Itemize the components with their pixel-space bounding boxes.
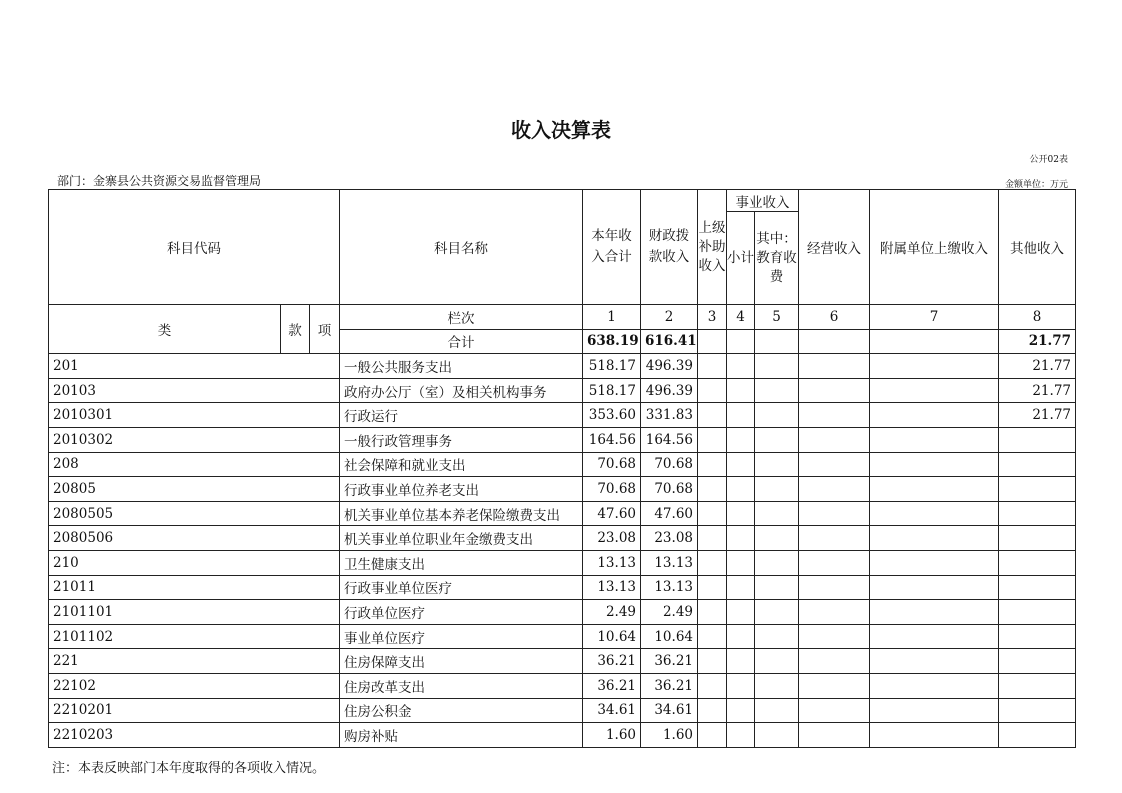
row-code: 221 [49,649,340,674]
total-col5 [755,329,799,354]
row-col3 [698,452,727,477]
row-code: 20103 [49,378,340,403]
row-col1: 70.68 [583,452,641,477]
row-code: 208 [49,452,340,477]
row-col5 [755,550,799,575]
row-col6 [799,723,870,748]
row-col3 [698,378,727,403]
table-row [49,575,1076,600]
row-col4 [727,378,755,403]
table-row [49,378,1076,403]
row-name: 事业单位医疗 [340,624,583,649]
row-col5 [755,427,799,452]
table-row [49,403,1076,428]
row-col5 [755,501,799,526]
row-col4 [727,600,755,625]
row-col7 [870,378,999,403]
row-col2: 331.83 [641,403,698,428]
col-number-6: 6 [799,305,870,330]
row-col8 [999,673,1076,698]
row-col6 [799,452,870,477]
row-col6 [799,550,870,575]
row-col4 [727,452,755,477]
row-col7 [870,649,999,674]
row-col4 [727,403,755,428]
row-col7 [870,501,999,526]
row-col7 [870,526,999,551]
total-col6 [799,329,870,354]
row-col7 [870,600,999,625]
row-col4 [727,575,755,600]
table-row [49,501,1076,526]
row-col8: 21.77 [999,378,1076,403]
row-name: 住房保障支出 [340,649,583,674]
row-col6 [799,427,870,452]
row-col4 [727,354,755,379]
row-code: 2101102 [49,624,340,649]
row-col5 [755,354,799,379]
row-name: 购房补贴 [340,723,583,748]
row-col8 [999,526,1076,551]
row-col2: 34.61 [641,698,698,723]
row-col8: 21.77 [999,403,1076,428]
header-col6: 经营收入 [799,190,870,305]
row-col2: 70.68 [641,452,698,477]
row-col8 [999,501,1076,526]
row-col2: 1.60 [641,723,698,748]
row-col1: 1.60 [583,723,641,748]
row-col5 [755,698,799,723]
table-row [49,550,1076,575]
table-row [49,354,1076,379]
row-col3 [698,600,727,625]
col-number-7: 7 [870,305,999,330]
row-col3 [698,354,727,379]
row-col1: 518.17 [583,354,641,379]
row-col6 [799,600,870,625]
row-col8 [999,698,1076,723]
row-col3 [698,477,727,502]
row-col3 [698,649,727,674]
row-col5 [755,723,799,748]
row-col5 [755,452,799,477]
row-col4 [727,624,755,649]
row-name: 行政事业单位医疗 [340,575,583,600]
row-col3 [698,501,727,526]
header-col8: 其他收入 [999,190,1076,305]
row-col8 [999,649,1076,674]
row-col3 [698,698,727,723]
footnote: 注：本表反映部门本年度取得的各项收入情况。 [52,761,326,776]
row-name: 机关事业单位职业年金缴费支出 [340,526,583,551]
col-number-1: 1 [583,305,641,330]
row-col3 [698,575,727,600]
row-col7 [870,673,999,698]
row-col5 [755,649,799,674]
form-number: 公开02表 [1029,155,1068,165]
header-xiang: 项 [310,305,340,354]
row-col5 [755,575,799,600]
row-col6 [799,698,870,723]
row-col4 [727,673,755,698]
row-code: 2010302 [49,427,340,452]
col-number-2: 2 [641,305,698,330]
total-col2: 616.41 [641,329,698,354]
row-col5 [755,600,799,625]
table-row [49,526,1076,551]
row-col7 [870,575,999,600]
col-number-3: 3 [698,305,727,330]
row-col1: 2.49 [583,600,641,625]
row-col2: 36.21 [641,673,698,698]
row-name: 机关事业单位基本养老保险缴费支出 [340,501,583,526]
row-col1: 70.68 [583,477,641,502]
header-code: 科目代码 [49,190,340,305]
row-col2: 47.60 [641,501,698,526]
row-col1: 36.21 [583,649,641,674]
row-col8 [999,723,1076,748]
row-col8 [999,575,1076,600]
row-name: 政府办公厅（室）及相关机构事务 [340,378,583,403]
row-col1: 10.64 [583,624,641,649]
table-row [49,624,1076,649]
row-col1: 13.13 [583,575,641,600]
row-code: 20805 [49,477,340,502]
row-col1: 36.21 [583,673,641,698]
table-row [49,649,1076,674]
department-label: 部门：金寨县公共资源交易监督管理局 [57,174,262,188]
row-col2: 13.13 [641,575,698,600]
row-col6 [799,526,870,551]
row-name: 行政事业单位养老支出 [340,477,583,502]
row-col1: 13.13 [583,550,641,575]
row-col4 [727,723,755,748]
unit-label: 金额单位：万元 [1004,180,1068,190]
row-col1: 47.60 [583,501,641,526]
row-code: 201 [49,354,340,379]
row-col2: 70.68 [641,477,698,502]
row-col6 [799,624,870,649]
header-row-1 [49,190,1076,212]
row-name: 卫生健康支出 [340,550,583,575]
row-name: 行政运行 [340,403,583,428]
row-col1: 23.08 [583,526,641,551]
row-col3 [698,526,727,551]
header-lei: 类 [49,305,281,354]
row-code: 2010301 [49,403,340,428]
header-col3: 上级补助收入 [698,190,727,305]
row-col4 [727,501,755,526]
row-col7 [870,550,999,575]
row-col5 [755,477,799,502]
row-name: 一般行政管理事务 [340,427,583,452]
row-col3 [698,624,727,649]
header-name: 科目名称 [340,190,583,305]
row-col7 [870,452,999,477]
row-col6 [799,649,870,674]
row-col4 [727,526,755,551]
header-col5: 其中：教育收费 [755,212,799,305]
row-col8 [999,452,1076,477]
row-code: 2210201 [49,698,340,723]
row-code: 22102 [49,673,340,698]
row-col4 [727,698,755,723]
row-col8 [999,600,1076,625]
row-col2: 36.21 [641,649,698,674]
row-col3 [698,673,727,698]
row-code: 2210203 [49,723,340,748]
table-row [49,427,1076,452]
row-col6 [799,403,870,428]
row-col8 [999,550,1076,575]
page-title: 收入决算表 [511,118,611,142]
row-col5 [755,378,799,403]
row-col5 [755,673,799,698]
total-col8: 21.77 [999,329,1076,354]
row-code: 2080505 [49,501,340,526]
row-col5 [755,624,799,649]
row-col6 [799,477,870,502]
total-label: 合计 [340,329,583,354]
row-name: 住房改革支出 [340,673,583,698]
total-col7 [870,329,999,354]
row-col4 [727,550,755,575]
table-row [49,477,1076,502]
row-name: 一般公共服务支出 [340,354,583,379]
header-col2: 财政拨款收入 [641,190,698,305]
row-col2: 10.64 [641,624,698,649]
table-row [49,673,1076,698]
table-row [49,452,1076,477]
row-col2: 23.08 [641,526,698,551]
row-col8: 21.77 [999,354,1076,379]
row-col5 [755,526,799,551]
row-col3 [698,427,727,452]
row-col3 [698,723,727,748]
row-col1: 518.17 [583,378,641,403]
row-col8 [999,477,1076,502]
row-name: 住房公积金 [340,698,583,723]
row-col4 [727,649,755,674]
row-col2: 496.39 [641,354,698,379]
total-col1: 638.19 [583,329,641,354]
header-row-3 [49,305,1076,330]
header-col7: 附属单位上缴收入 [870,190,999,305]
table-row [49,698,1076,723]
row-code: 2101101 [49,600,340,625]
row-col4 [727,477,755,502]
row-col7 [870,698,999,723]
row-col2: 164.56 [641,427,698,452]
row-col4 [727,427,755,452]
total-col4 [727,329,755,354]
row-col7 [870,723,999,748]
row-col5 [755,403,799,428]
row-col7 [870,427,999,452]
row-col2: 13.13 [641,550,698,575]
row-col8 [999,427,1076,452]
table-row [49,723,1076,748]
col-number-5: 5 [755,305,799,330]
header-kuan: 款 [281,305,310,354]
row-col6 [799,378,870,403]
row-code: 210 [49,550,340,575]
row-col7 [870,403,999,428]
row-code: 21011 [49,575,340,600]
row-col7 [870,477,999,502]
row-col3 [698,550,727,575]
row-col6 [799,354,870,379]
row-col8 [999,624,1076,649]
row-col2: 496.39 [641,378,698,403]
header-col4: 小计 [727,212,755,305]
row-col6 [799,575,870,600]
row-col7 [870,354,999,379]
total-col3 [698,329,727,354]
col-number-8: 8 [999,305,1076,330]
row-col1: 353.60 [583,403,641,428]
row-col1: 34.61 [583,698,641,723]
header-lanci: 栏次 [340,305,583,330]
header-biz-group: 事业收入 [727,190,799,212]
row-name: 行政单位医疗 [340,600,583,625]
header-col1: 本年收入合计 [583,190,641,305]
row-col7 [870,624,999,649]
row-col2: 2.49 [641,600,698,625]
row-code: 2080506 [49,526,340,551]
col-number-4: 4 [727,305,755,330]
row-col6 [799,501,870,526]
row-col6 [799,673,870,698]
row-col3 [698,403,727,428]
table-row [49,600,1076,625]
income-table [48,189,1076,748]
row-col1: 164.56 [583,427,641,452]
row-name: 社会保障和就业支出 [340,452,583,477]
